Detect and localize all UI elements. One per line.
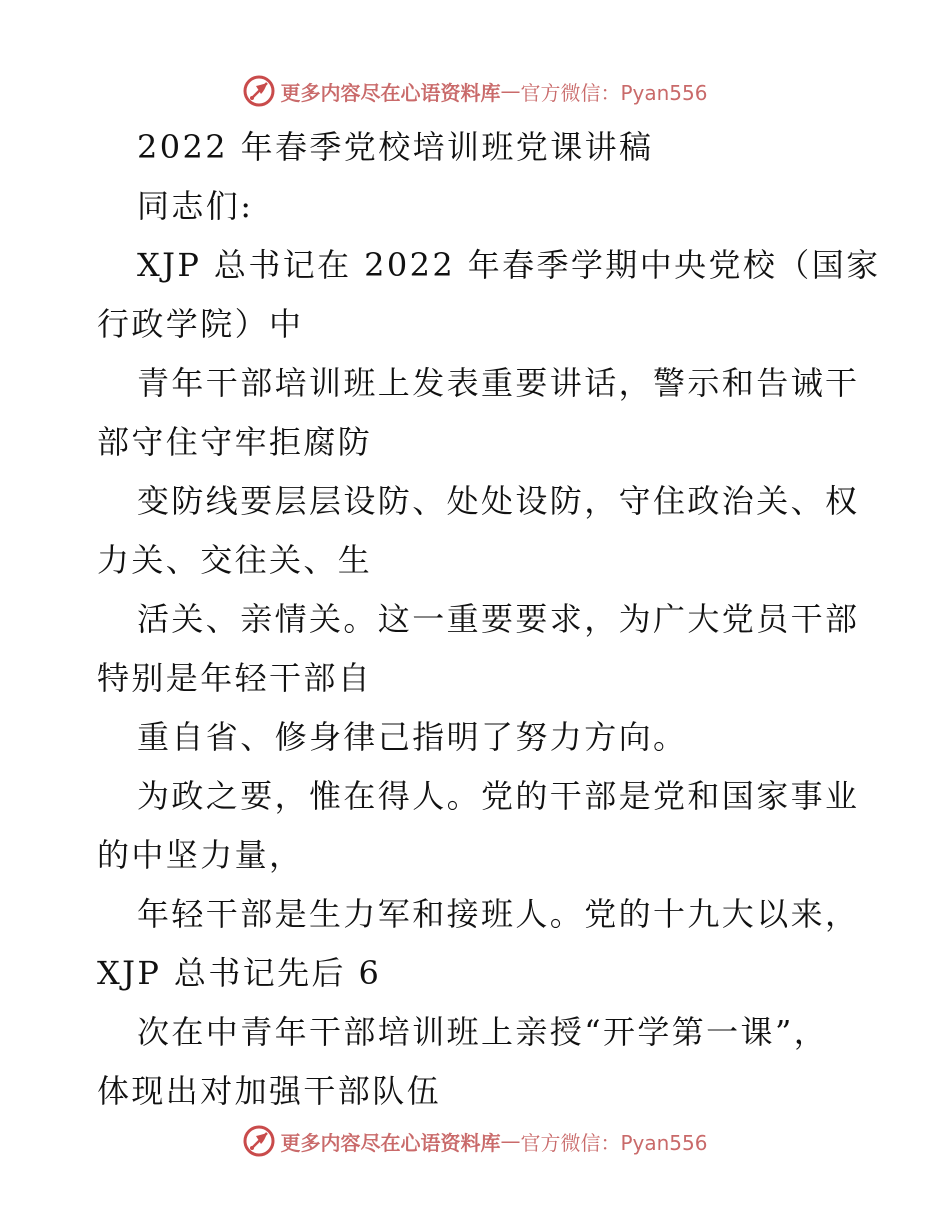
doc-line: 变防线要层层设防、处处设防，守住政治关、权 bbox=[137, 482, 860, 520]
doc-line: 年轻干部是生力军和接班人。党的十九大以来， bbox=[137, 895, 860, 933]
doc-line: 同志们: bbox=[137, 187, 254, 225]
watermark-separator: — bbox=[500, 1129, 521, 1153]
watermark-brand: 更多内容尽在心语资料库 bbox=[280, 80, 501, 105]
doc-line: 次在中青年干部培训班上亲授“开学第一课”， bbox=[137, 1013, 829, 1051]
doc-line: 为政之要，惟在得人。党的干部是党和国家事业 bbox=[137, 777, 860, 815]
doc-line: 青年干部培训班上发表重要讲话，警示和告诫干 bbox=[137, 364, 860, 402]
quill-logo-icon bbox=[242, 74, 276, 108]
doc-line: 的中坚力量， bbox=[97, 836, 304, 874]
footer-watermark bbox=[0, 1119, 950, 1163]
document-body bbox=[97, 118, 881, 1121]
doc-line: 特别是年轻干部自 bbox=[97, 659, 373, 697]
doc-line: 重自省、修身律己指明了努力方向。 bbox=[137, 718, 688, 756]
doc-line: 行政学院）中 bbox=[97, 305, 304, 343]
doc-line: 活关、亲情关。这一重要要求，为广大党员干部 bbox=[137, 600, 860, 638]
quill-logo-icon bbox=[242, 1124, 276, 1158]
doc-line: 部守住守牢拒腐防 bbox=[97, 423, 373, 461]
header-watermark bbox=[0, 69, 950, 113]
watermark-contact: 官方微信：Pyan556 bbox=[520, 1130, 708, 1155]
watermark-separator: — bbox=[500, 79, 521, 103]
doc-line: 2022 年春季党校培训班党课讲稿 bbox=[137, 128, 654, 166]
doc-line: 体现出对加强干部队伍 bbox=[97, 1072, 442, 1110]
doc-line: XJP 总书记在 2022 年春季学期中央党校（国家 bbox=[137, 246, 881, 284]
watermark-brand: 更多内容尽在心语资料库 bbox=[280, 1130, 501, 1155]
watermark-contact: 官方微信：Pyan556 bbox=[520, 80, 708, 105]
doc-line: 力关、交往关、生 bbox=[97, 541, 373, 579]
doc-line: XJP 总书记先后 6 bbox=[97, 954, 382, 992]
